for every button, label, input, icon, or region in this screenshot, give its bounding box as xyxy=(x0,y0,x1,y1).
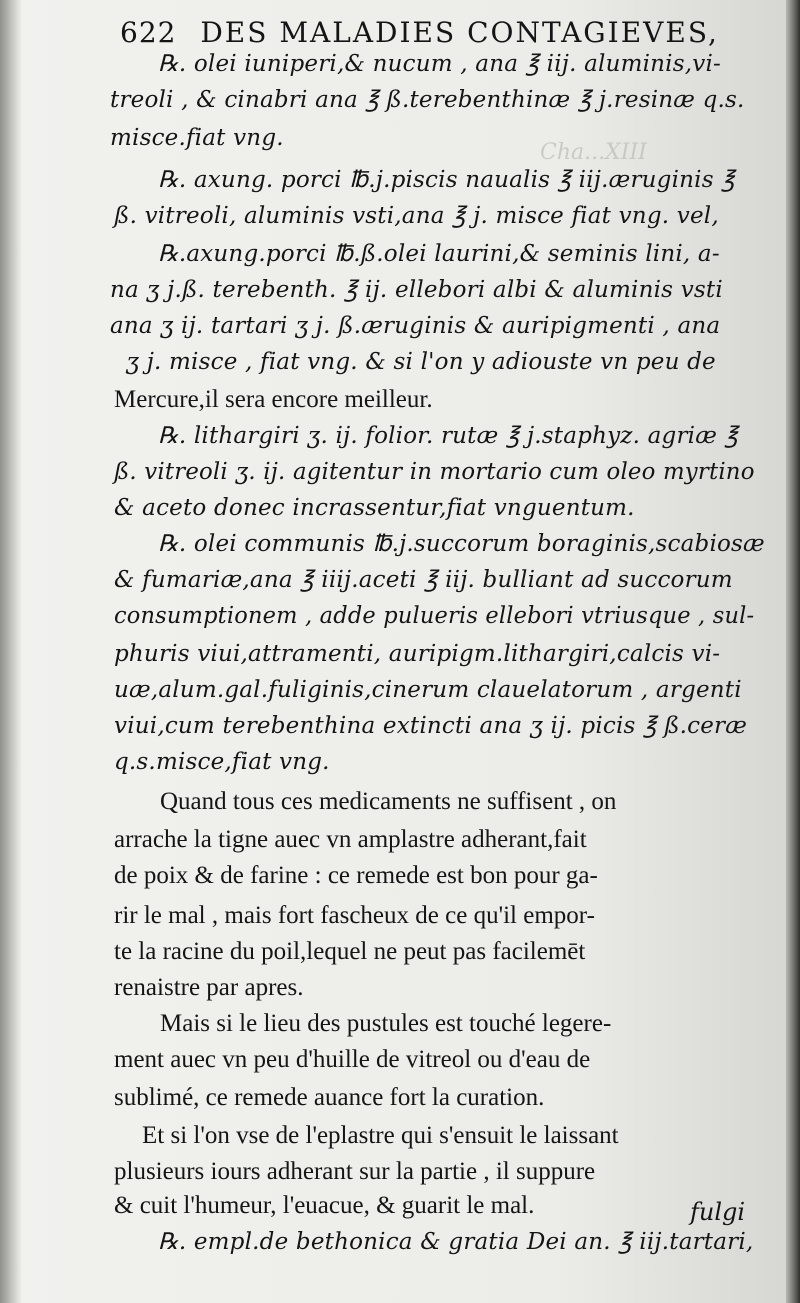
text-line: plusieurs iours adherant sur la partie , il suppure xyxy=(114,1158,596,1185)
text-line: ß. vitreoli ʒ. ij. agitentur in mortario cum oleo myrtino xyxy=(114,459,755,485)
gutter-shadow xyxy=(0,0,22,1303)
text-line: Et si l'on vse de l'eplastre qui s'ensuit le laissant xyxy=(142,1122,619,1149)
text-line: ℞. empl.de bethonica & gratia Dei an. ℥ iij.tartari, xyxy=(158,1229,754,1255)
text-line: Mercure,il sera encore meilleur. xyxy=(114,386,433,413)
text-line: renaistre par apres. xyxy=(114,974,304,1001)
text-line: ℞. axung. porci ℔.j.piscis naualis ℥ iij.æruginis ℥ xyxy=(158,167,735,193)
page-number: 622 xyxy=(120,16,177,49)
text-line: & fumariæ,ana ℥ iiij.aceti ℥ iij. bulliant ad succorum xyxy=(114,567,733,593)
text-line: ℞. olei communis ℔.j.succorum boraginis,scabiosæ xyxy=(158,531,765,557)
page-edge xyxy=(786,0,800,1303)
text-line: uæ,alum.gal.fuliginis,cinerum clauelatorum , argenti xyxy=(114,677,742,703)
catchword: fulgi xyxy=(690,1198,746,1226)
text-line: q.s.misce,fiat vng. xyxy=(114,749,330,775)
text-line: te la racine du poil,lequel ne peut pas facilemēt xyxy=(114,938,586,965)
text-line: ℞. olei iuniperi,& nucum , ana ℥ iij. aluminis,vi- xyxy=(158,51,721,77)
text-line: Quand tous ces medicaments ne suffisent , on xyxy=(160,788,617,815)
text-line: consumptionem , adde pulueris ellebori vtriusque , sul- xyxy=(114,603,755,629)
text-line: ℞.axung.porci ℔.ß.olei laurini,& seminis lini, a- xyxy=(158,241,720,267)
text-line: ana ʒ ij. tartari ʒ j. ß.æruginis & auripigmenti , ana xyxy=(110,313,721,339)
show-through-text: Cha...XIII xyxy=(540,140,647,165)
text-line: misce.fiat vng. xyxy=(110,125,284,151)
text-line: sublimé, ce remede auance fort la curation. xyxy=(114,1084,545,1111)
text-line: ʒ j. misce , fiat vng. & si l'on y adiouste vn peu de xyxy=(126,349,716,375)
text-line: ℞. lithargiri ʒ. ij. folior. rutæ ℥ j.staphyz. agriæ ℥ xyxy=(158,423,739,449)
text-line: ß. vitreoli, aluminis vsti,ana ℥ j. misce fiat vng. vel, xyxy=(114,203,719,229)
text-line: arrache la tigne auec vn amplastre adherant,fait xyxy=(114,826,587,853)
text-line: viui,cum terebenthina extincti ana ʒ ij. picis ℥ ß.ceræ xyxy=(114,713,748,739)
text-line: & aceto donec incrassentur,fiat vnguentum. xyxy=(114,495,635,521)
text-line: de poix & de farine : ce remede est bon pour ga- xyxy=(114,862,598,889)
text-line: na ʒ j.ß. terebenth. ℥ ij. ellebori albi & aluminis vsti xyxy=(110,277,723,303)
text-line: & cuit l'humeur, l'euacue, & guarit le mal. xyxy=(114,1192,535,1219)
running-title: DES MALADIES CONTAGIEVES, xyxy=(200,16,719,49)
text-line: Mais si le lieu des pustules est touché legere- xyxy=(160,1010,612,1037)
text-line: ment auec vn peu d'huille de vitreol ou d'eau de xyxy=(114,1046,591,1073)
text-line: rir le mal , mais fort fascheux de ce qu'il empor- xyxy=(114,902,595,929)
text-line: phuris viui,attramenti, auripigm.lithargiri,calcis vi- xyxy=(114,641,721,667)
text-line: treoli , & cinabri ana ℥ ß.terebenthinæ ℥ j.resinæ q.s. xyxy=(110,87,745,113)
